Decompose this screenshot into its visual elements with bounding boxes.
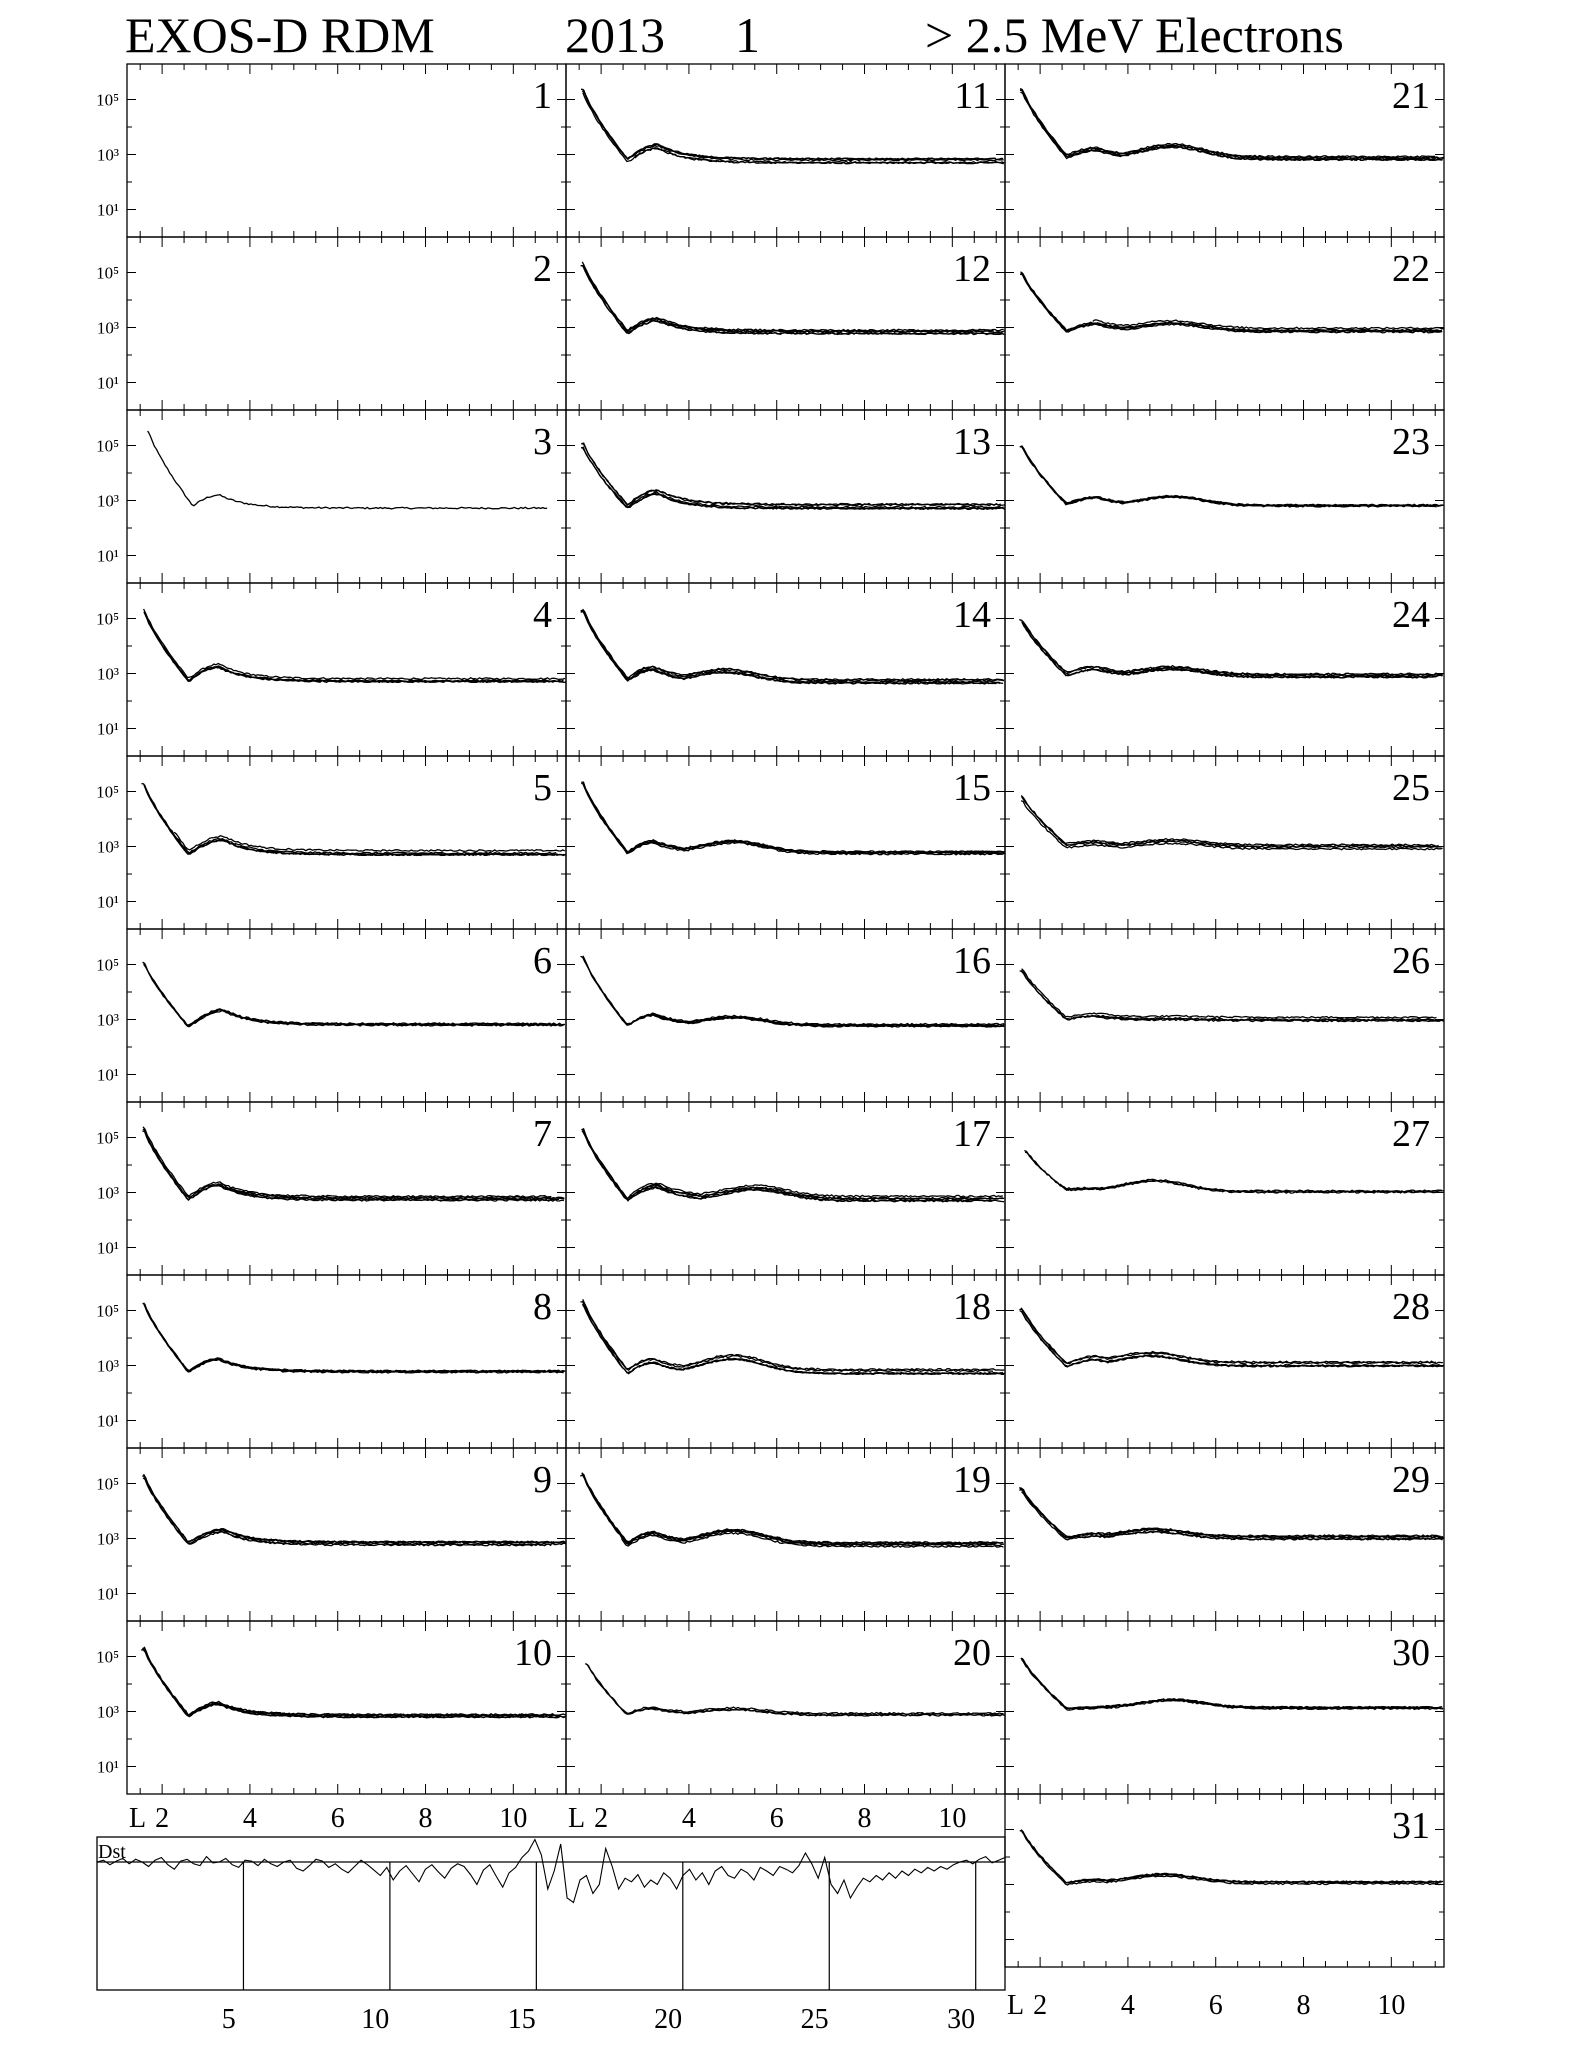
pass-line-day-15 (583, 784, 1004, 855)
pass-line-day-3 (148, 431, 548, 509)
day-number: 21 (1392, 75, 1430, 117)
panel-frame (127, 1448, 566, 1621)
x-tick-label: 8 (418, 1803, 433, 1834)
day-number: 17 (953, 1113, 991, 1155)
x-tick-label: 2 (594, 1803, 609, 1834)
day-number: 26 (1392, 940, 1430, 982)
pass-line-day-27 (1024, 1151, 1443, 1193)
pass-line-day-17 (582, 1131, 993, 1202)
y-tick-label: 10⁵ (96, 436, 119, 456)
year-label: 2013 (565, 7, 665, 63)
pass-line-day-5 (141, 784, 556, 854)
day-number: 20 (953, 1632, 991, 1674)
pass-line-day-31 (1022, 1831, 1441, 1885)
day-number: 9 (533, 1459, 552, 1501)
y-tick-label: 10³ (96, 491, 119, 511)
pass-line-day-7 (142, 1131, 564, 1201)
day-number: 28 (1392, 1286, 1430, 1328)
day-number: 4 (533, 594, 552, 636)
pass-line-day-28 (1019, 1309, 1443, 1363)
pass-line-day-5 (174, 832, 565, 851)
day-panel-5 (96, 756, 566, 929)
day-panel-16 (566, 929, 1005, 1102)
y-tick-label: 10⁵ (96, 1647, 119, 1667)
day-number: 16 (953, 940, 991, 982)
x-tick-label: 8 (1296, 1990, 1311, 2021)
dst-day-label: 30 (947, 2004, 976, 2035)
panel-frame (127, 64, 566, 237)
day-panel-11 (566, 64, 1005, 237)
pass-line-day-21 (1020, 90, 1444, 159)
day-panel-20 (566, 1621, 1005, 1794)
day-number: 29 (1392, 1459, 1430, 1501)
panel-frame (127, 237, 566, 410)
pass-line-day-30 (1022, 1658, 1430, 1708)
pass-line-day-5 (144, 785, 565, 855)
dst-trace (97, 1840, 1005, 1903)
instrument-label: EXOS-D RDM (125, 7, 435, 63)
x-tick-label: 4 (1120, 1990, 1135, 2021)
day-panel-14 (566, 583, 1005, 756)
y-tick-label: 10¹ (96, 546, 119, 566)
pass-line-day-12 (582, 266, 1003, 335)
day-panel-28 (1005, 1275, 1444, 1448)
day-number: 6 (533, 940, 552, 982)
day-panel-31 (1005, 1794, 1444, 1967)
day-panel-30 (1005, 1621, 1444, 1794)
dst-label: Dst (98, 1841, 126, 1863)
day-panel-15 (566, 756, 1005, 929)
pass-line-day-13 (582, 447, 1004, 509)
pass-line-day-10 (179, 1701, 565, 1715)
pass-line-day-9 (144, 1474, 554, 1543)
y-tick-label: 10¹ (96, 1757, 119, 1777)
pass-line-day-7 (143, 1127, 551, 1197)
x-tick-label: 8 (857, 1803, 872, 1834)
pass-line-day-15 (583, 782, 1005, 853)
pass-line-day-28 (1021, 1308, 1436, 1363)
pass-line-day-19 (582, 1473, 1003, 1544)
pass-line-day-30 (1021, 1658, 1440, 1708)
pass-line-day-8 (144, 1304, 563, 1373)
pass-line-day-22 (1021, 273, 1443, 332)
pass-line-day-14 (581, 611, 1000, 684)
day-number: 15 (953, 767, 991, 809)
x-tick-label: 4 (681, 1803, 696, 1834)
panel-frame (566, 583, 1005, 756)
day-number: 22 (1392, 248, 1430, 290)
panel-frame (566, 237, 1005, 410)
dst-day-label: 25 (800, 2004, 829, 2035)
pass-line-day-21 (1020, 88, 1435, 157)
pass-line-day-26 (1022, 969, 1437, 1018)
y-tick-label: 10³ (96, 145, 119, 165)
x-tick-label: 6 (1208, 1990, 1223, 2021)
panel-frame (127, 756, 566, 929)
day-number: 2 (533, 248, 552, 290)
pass-line-day-24 (1022, 622, 1437, 678)
pass-line-day-25 (1021, 796, 1434, 846)
day-panel-13 (566, 410, 1005, 583)
day-panel-29 (1005, 1448, 1444, 1621)
panel-frame (566, 756, 1005, 929)
x-tick-label: 10 (1377, 1990, 1406, 2021)
day-number: 14 (953, 594, 991, 636)
pass-line-day-25 (1022, 797, 1439, 847)
pass-line-day-18 (582, 1304, 1004, 1374)
day-number: 27 (1392, 1113, 1430, 1155)
day-number: 5 (533, 767, 552, 809)
energy-label: > 2.5 MeV Electrons (925, 7, 1344, 63)
pass-line-day-24 (1022, 622, 1430, 678)
x-tick-label: 10 (499, 1803, 528, 1834)
day-number: 23 (1392, 421, 1430, 463)
day-number: 19 (953, 1459, 991, 1501)
pass-line-day-29 (1020, 1489, 1444, 1538)
pass-line-day-27 (1025, 1152, 1436, 1193)
day-number: 13 (953, 421, 991, 463)
panel-frame (1005, 929, 1444, 1102)
pass-line-day-18 (580, 1302, 993, 1372)
pass-line-day-31 (1021, 1830, 1443, 1883)
day-panel-3 (96, 410, 566, 583)
y-tick-label: 10¹ (96, 719, 119, 739)
pass-line-day-26 (1021, 971, 1443, 1021)
y-tick-label: 10¹ (96, 1065, 119, 1085)
pass-line-day-8 (143, 1303, 564, 1371)
panel-frame (1005, 237, 1444, 410)
day-panel-24 (1005, 583, 1444, 756)
y-tick-label: 10¹ (96, 1238, 119, 1258)
day-number: 1 (533, 75, 552, 117)
day-number: 3 (533, 421, 552, 463)
pass-line-day-11 (583, 93, 1004, 163)
pass-line-day-30 (1022, 1659, 1444, 1710)
pass-line-day-17 (583, 1131, 1004, 1202)
day-panel-8 (96, 1275, 566, 1448)
y-tick-label: 10¹ (96, 1584, 119, 1604)
pass-line-day-31 (1020, 1831, 1441, 1884)
x-tick-label: 10 (938, 1803, 967, 1834)
x-tick-label: 2 (1033, 1990, 1048, 2021)
day-panel-7 (96, 1102, 566, 1275)
dst-panel (97, 1837, 1005, 2035)
day-panel-9 (96, 1448, 566, 1621)
day-panel-19 (566, 1448, 1005, 1621)
day-number: 18 (953, 1286, 991, 1328)
x-tick-label: 4 (242, 1803, 257, 1834)
pass-line-day-23 (1021, 446, 1438, 506)
day-number: 12 (953, 248, 991, 290)
dst-day-label: 10 (361, 2004, 390, 2035)
y-tick-label: 10¹ (96, 373, 119, 393)
day-panel-27 (1005, 1102, 1444, 1275)
panel-frame (127, 1102, 566, 1275)
pass-line-day-24 (1021, 620, 1443, 675)
pass-line-day-29 (1022, 1492, 1433, 1540)
day-panel-2 (96, 237, 566, 410)
y-tick-label: 10⁵ (96, 1474, 119, 1494)
panel-frame (127, 1275, 566, 1448)
day-panel-6 (96, 929, 566, 1102)
panel-frame (566, 929, 1005, 1102)
day-panel-1 (96, 64, 566, 237)
y-tick-label: 10⁵ (96, 1301, 119, 1321)
pass-line-day-23 (1022, 446, 1443, 506)
pass-line-day-16 (651, 1013, 1004, 1025)
day-panel-17 (566, 1102, 1005, 1275)
y-tick-label: 10³ (96, 1183, 119, 1203)
pass-line-day-30 (1021, 1658, 1442, 1709)
x-axis-label: L (129, 1803, 147, 1834)
month-label: 1 (735, 7, 760, 63)
y-tick-label: 10³ (96, 664, 119, 684)
pass-line-day-18 (583, 1299, 1005, 1370)
y-tick-label: 10³ (96, 1529, 119, 1549)
x-axis-label: L (1007, 1990, 1025, 2021)
dst-day-label: 15 (507, 2004, 536, 2035)
pass-line-day-22 (1021, 272, 1442, 331)
y-tick-label: 10³ (96, 837, 119, 857)
pass-line-day-29 (1019, 1490, 1443, 1538)
pass-line-day-23 (1020, 446, 1437, 507)
y-tick-label: 10³ (96, 1010, 119, 1030)
pass-line-day-17 (630, 1183, 1003, 1197)
panel-frame (566, 1275, 1005, 1448)
day-panel-22 (1005, 237, 1444, 410)
panel-frame (566, 64, 1005, 237)
panel-frame (127, 410, 566, 583)
panel-frame (566, 1102, 1005, 1275)
panel-frame (127, 929, 566, 1102)
pass-line-day-18 (639, 1359, 1003, 1374)
x-tick-label: 6 (330, 1803, 345, 1834)
dst-frame (97, 1837, 1005, 1990)
pass-line-day-4 (144, 612, 565, 683)
dst-day-label: 5 (221, 2004, 236, 2035)
y-tick-label: 10⁵ (96, 609, 119, 629)
panel-frame (1005, 64, 1444, 237)
y-tick-label: 10⁵ (96, 1128, 119, 1148)
pass-line-day-27 (1060, 1179, 1442, 1191)
day-panel-10 (96, 1621, 566, 1794)
y-tick-label: 10³ (96, 1356, 119, 1376)
pass-line-day-26 (1020, 971, 1435, 1021)
day-panel-26 (1005, 929, 1444, 1102)
panel-frame (566, 1448, 1005, 1621)
panel-frame (566, 410, 1005, 583)
y-tick-label: 10⁵ (96, 263, 119, 283)
day-panel-25 (1005, 756, 1444, 929)
day-panel-12 (566, 237, 1005, 410)
day-panel-23 (1005, 410, 1444, 583)
panel-frame (127, 1621, 566, 1794)
dst-day-label: 20 (654, 2004, 683, 2035)
y-tick-label: 10¹ (96, 1411, 119, 1431)
y-tick-label: 10³ (96, 318, 119, 338)
day-panel-18 (566, 1275, 1005, 1448)
pass-line-day-6 (144, 964, 565, 1026)
x-axis-label: L (568, 1803, 586, 1834)
day-number: 10 (514, 1632, 552, 1674)
pass-line-day-29 (1019, 1488, 1440, 1537)
day-number: 11 (954, 75, 991, 117)
day-panel-4 (96, 583, 566, 756)
pass-line-day-12 (582, 262, 1003, 331)
y-tick-label: 10¹ (96, 892, 119, 912)
panel-frame (1005, 410, 1444, 583)
panel-frame (1005, 583, 1444, 756)
day-number: 30 (1392, 1632, 1430, 1674)
x-tick-label: 2 (155, 1803, 170, 1834)
x-tick-label: 6 (769, 1803, 784, 1834)
y-tick-label: 10⁵ (96, 955, 119, 975)
pass-line-day-9 (142, 1476, 566, 1545)
day-panel-21 (1005, 64, 1444, 237)
y-tick-label: 10⁵ (96, 782, 119, 802)
y-tick-label: 10³ (96, 1702, 119, 1722)
y-tick-label: 10¹ (96, 200, 119, 220)
day-number: 31 (1392, 1805, 1430, 1847)
day-number: 8 (533, 1286, 552, 1328)
pass-line-day-31 (1068, 1873, 1443, 1882)
day-number: 24 (1392, 594, 1430, 636)
pass-line-day-4 (144, 612, 563, 681)
day-number: 7 (533, 1113, 552, 1155)
pass-line-day-13 (581, 447, 1005, 509)
panel-frame (566, 1621, 1005, 1794)
panel-frame (127, 583, 566, 756)
day-number: 25 (1392, 767, 1430, 809)
y-tick-label: 10⁵ (96, 90, 119, 110)
